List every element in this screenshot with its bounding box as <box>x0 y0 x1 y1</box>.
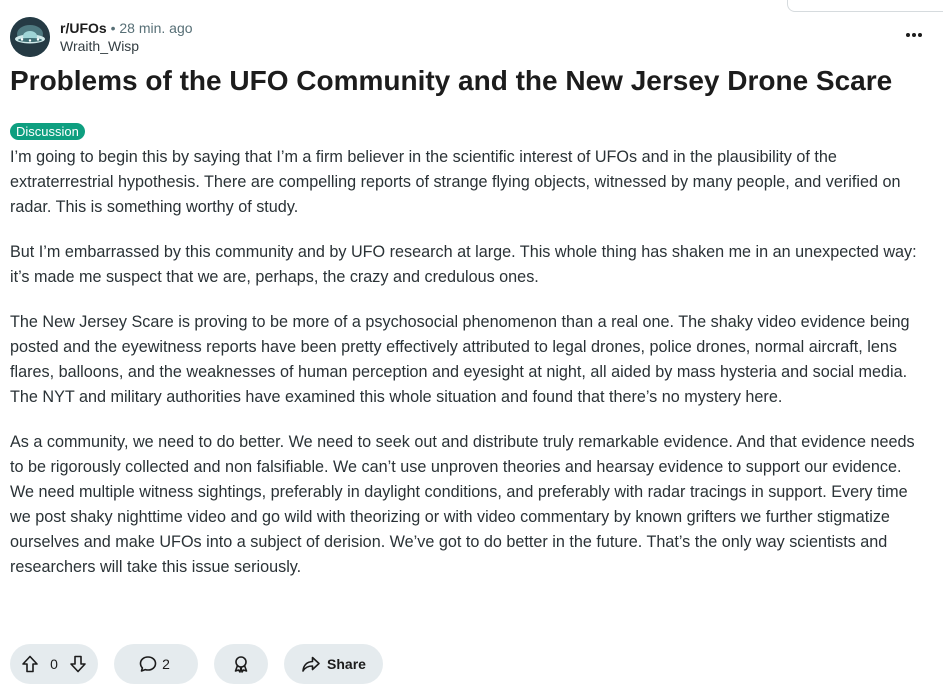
ufo-avatar-icon <box>10 17 50 57</box>
vote-control <box>10 644 98 684</box>
post-title: Problems of the UFO Community and the New Jersey Drone Scare <box>10 65 893 96</box>
top-corner-panel <box>787 0 943 12</box>
flair-badge[interactable]: Discussion <box>10 123 85 140</box>
more-options-icon <box>905 32 923 38</box>
body-paragraph: But I’m embarrassed by this community and by UFO research at large. This whole thing has shaken me in an unexpected way: it’s made me suspect that we are, perhaps, the crazy and credulous ones. <box>10 243 917 286</box>
comments-button[interactable] <box>114 644 198 684</box>
upvote-arrow-icon <box>20 654 40 674</box>
post-author[interactable]: Wraith_Wisp <box>60 38 140 54</box>
upvote-button[interactable] <box>20 654 40 674</box>
vote-count: 0 <box>50 656 58 672</box>
downvote-button[interactable] <box>68 654 88 674</box>
share-arrow-icon <box>301 654 321 674</box>
share-button[interactable] <box>284 644 383 684</box>
meta-separator: • <box>110 20 116 36</box>
post-header <box>10 16 193 58</box>
comment-bubble-icon <box>138 654 158 674</box>
body-paragraph: I’m going to begin this by saying that I’m a firm believer in the scientific interest of UFOs and in the plausibility of the extraterrestrial hypothesis. There are compelling reports of strange flying objects, witnessed by many people, and verified on radar. This is something worthy of study. <box>10 148 901 216</box>
subreddit-avatar[interactable] <box>10 17 50 57</box>
body-paragraph: As a community, we need to do better. We need to seek out and distribute truly remarkable evidence. And that evidence needs to be rigorously collected and non falsifiable. We can’t use unproven theories and hearsay evidence to support our evidence. We need multiple witness sightings, preferably in daylight conditions, and preferably with radar tracings in support. Every time we post shaky nighttime video and go wild with theorizing or with video commentary by known grifters we further stigmatize ourselves and make UFOs into a subject of derision. We’ve got to do better in the future. That’s the only way scientists and researchers will take this issue seriously. <box>10 433 915 576</box>
more-options-button[interactable] <box>903 24 925 46</box>
action-bar <box>10 644 399 684</box>
meta-row <box>60 19 193 37</box>
share-label: Share <box>327 656 366 672</box>
subreddit-name[interactable]: r/UFOs <box>60 20 107 36</box>
post-time: 28 min. ago <box>119 20 193 36</box>
comment-count: 2 <box>162 656 170 672</box>
post-meta <box>60 19 193 55</box>
body-paragraph: The New Jersey Scare is proving to be more of a psychosocial phenomenon than a real one. The shaky video evidence being posted and the eyewitness reports have been pretty effectively attributed to legal drones, police drones, normal aircraft, lens flares, balloons, and the weaknesses of human perception and eyesight at night, all aided by mass hysteria and social media. The NYT and military authorities have examined this whole situation and found that there’s no mystery here. <box>10 313 910 406</box>
award-button[interactable] <box>214 644 268 684</box>
post-body <box>10 145 928 600</box>
award-icon <box>231 654 251 674</box>
downvote-arrow-icon <box>68 654 88 674</box>
